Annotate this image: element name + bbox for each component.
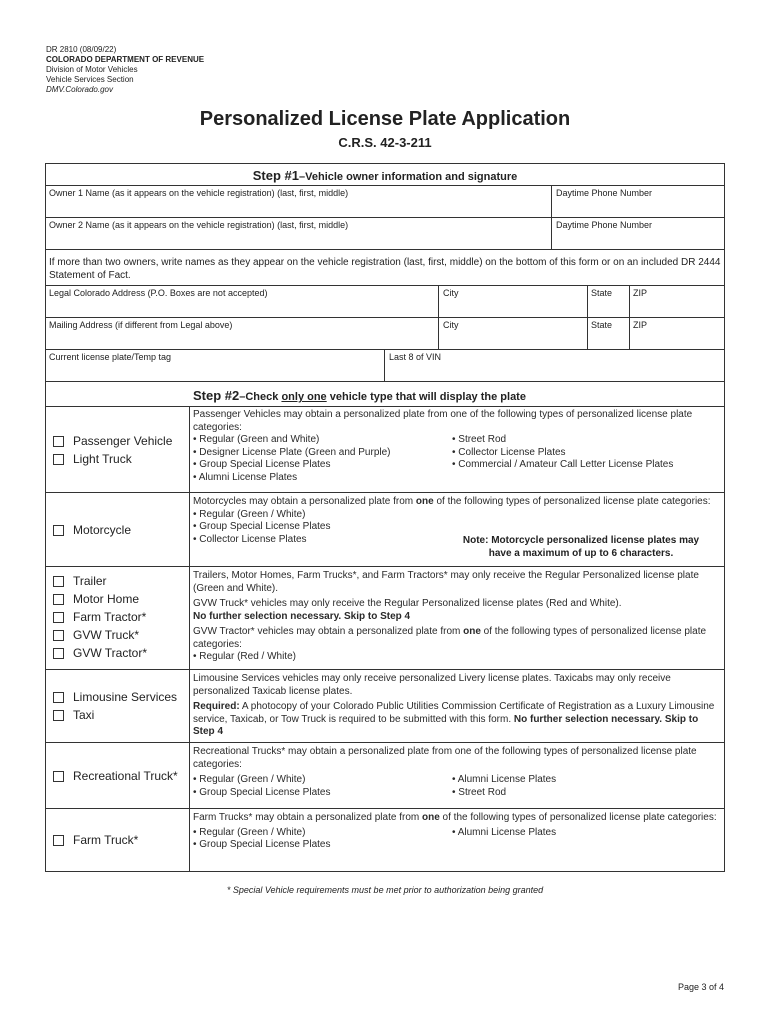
list-item: • Collector License Plates	[193, 533, 307, 545]
list-item: • Group Special License Plates	[193, 459, 331, 470]
motorcycle-description: Motorcycles may obtain a personalized plate from one of the following types of personalized license plate categories: • Regular (Green / White) • Group Special License Plates • Collector License Plates	[193, 496, 721, 546]
trailer-description: Trailers, Motor Homes, Farm Trucks*, and Farm Tractors* may only receive the Regular Personalized license plate (Green and White). GVW Truck* vehicles may only receive the Regular Personalized license plates (Red and White). No further selection necessary. Skip to Step 4 GVW Tractor* vehicles may obtain a personalized plate from one of the following types of personalized license plate categories: • Regular (Red / White)	[193, 570, 721, 664]
checkbox-icon[interactable]	[53, 576, 64, 587]
list-item: • Group Special License Plates	[193, 521, 331, 532]
checkbox-icon[interactable]	[53, 594, 64, 605]
motorcycle-types	[53, 521, 131, 539]
farm-truck-types	[53, 831, 138, 849]
list-item: • Collector License Plates	[452, 446, 566, 458]
trailer-checkbox[interactable]: Trailer	[53, 572, 147, 590]
divider	[45, 742, 725, 743]
trailer-types	[53, 572, 147, 662]
checkbox-icon[interactable]	[53, 710, 64, 721]
limousine-types	[53, 688, 177, 724]
limousine-services-checkbox[interactable]: Limousine Services	[53, 688, 177, 706]
section-name: Vehicle Services Section	[46, 75, 134, 84]
gvw-tractor-checkbox[interactable]: GVW Tractor*	[53, 644, 147, 662]
mailing-state-field[interactable]: State	[591, 320, 613, 330]
list-item: • Regular (Green / White)	[193, 508, 306, 520]
light-truck-checkbox[interactable]: Light Truck	[53, 450, 172, 468]
form-header	[46, 45, 204, 95]
mailing-city-field[interactable]: City	[443, 320, 459, 330]
page-number: Page 3 of 4	[677, 982, 724, 992]
form-id: DR 2810 (08/09/22)	[46, 45, 117, 54]
list-item: • Designer License Plate (Green and Purple)	[193, 446, 391, 458]
step1-heading: Step #1–Vehicle owner information and signature	[252, 168, 518, 183]
owner2-phone-field[interactable]: Daytime Phone Number	[556, 220, 653, 230]
list-item: • Street Rod	[452, 786, 507, 798]
farm-tractor-checkbox[interactable]: Farm Tractor*	[53, 608, 147, 626]
motor-home-checkbox[interactable]: Motor Home	[53, 590, 147, 608]
divider	[45, 566, 725, 567]
divider	[45, 185, 725, 186]
list-item: • Regular (Green / White)	[193, 774, 306, 785]
list-item: • Street Rod	[452, 434, 507, 445]
checkbox-icon[interactable]	[53, 454, 64, 465]
website: DMV.Colorado.gov	[46, 85, 113, 94]
legal-state-field[interactable]: State	[591, 288, 613, 298]
list-item: • Regular (Red / White)	[193, 651, 296, 662]
checkbox-icon[interactable]	[53, 692, 64, 703]
limousine-description: Limousine Services vehicles may only receive personalized Livery license plates. Taxicabs may only receive personalized Taxicab license plates. Required: A photocopy of your Colorado Public Utilities Commission Certificate of Registration as a Luxury Limousine service, Taxicab, or Tow Truck is required to be submitted with this form. No further selection necessary. Skip to Step 4	[193, 673, 715, 737]
motorcycle-note: Note: Motorcycle personalized license plates may have a maximum of up to 6 characters.	[462, 535, 700, 559]
gvw-truck-checkbox[interactable]: GVW Truck*	[53, 626, 147, 644]
list-item: • Regular (Green and White)	[193, 434, 320, 445]
motorcycle-checkbox[interactable]: Motorcycle	[53, 521, 131, 539]
owner1-name-field[interactable]: Owner 1 Name (as it appears on the vehicle registration) (last, first, middle)	[49, 188, 349, 198]
list-item: • Group Special License Plates	[193, 786, 331, 798]
legal-address-field[interactable]: Legal Colorado Address (P.O. Boxes are not accepted)	[49, 288, 268, 298]
checkbox-icon[interactable]	[53, 612, 64, 623]
divider	[629, 285, 630, 349]
divider	[45, 249, 725, 250]
vin-field[interactable]: Last 8 of VIN	[389, 352, 442, 362]
department-name: COLORADO DEPARTMENT OF REVENUE	[46, 55, 205, 64]
additional-owners-note[interactable]: If more than two owners, write names as they appear on the vehicle registration (last, first, middle) on the bottom of this form or on an included DR 2444 Statement of Fact.	[49, 257, 721, 281]
passenger-types	[53, 432, 172, 468]
taxi-checkbox[interactable]: Taxi	[53, 706, 177, 724]
divider	[384, 349, 385, 381]
division-name: Division of Motor Vehicles	[46, 65, 138, 74]
divider	[587, 285, 588, 349]
list-item: • Group Special License Plates	[193, 839, 331, 850]
list-item: • Alumni License Plates	[452, 826, 557, 838]
divider	[45, 406, 725, 407]
divider	[45, 808, 725, 809]
divider	[45, 349, 725, 350]
footnote: * Special Vehicle requirements must be met prior to authorization being granted	[226, 885, 544, 895]
divider	[551, 185, 552, 249]
list-item: • Alumni License Plates	[193, 471, 298, 483]
divider	[45, 669, 725, 670]
statute-reference: C.R.S. 42-3-211	[338, 135, 432, 150]
current-plate-field[interactable]: Current license plate/Temp tag	[49, 352, 172, 362]
divider	[45, 285, 725, 286]
divider	[45, 381, 725, 382]
checkbox-icon[interactable]	[53, 436, 64, 447]
list-item: • Alumni License Plates	[452, 774, 557, 785]
page-title: Personalized License Plate Application	[199, 108, 571, 130]
checkbox-icon[interactable]	[53, 630, 64, 641]
checkbox-icon[interactable]	[53, 835, 64, 846]
checkbox-icon[interactable]	[53, 771, 64, 782]
mailing-zip-field[interactable]: ZIP	[633, 320, 648, 330]
owner1-phone-field[interactable]: Daytime Phone Number	[556, 188, 653, 198]
divider	[189, 406, 190, 872]
divider	[45, 492, 725, 493]
divider	[45, 217, 725, 218]
passenger-vehicle-checkbox[interactable]: Passenger Vehicle	[53, 432, 172, 450]
recreational-types	[53, 767, 178, 785]
recreational-description: Recreational Trucks* may obtain a personalized plate from one of the following types of personalized license plate categories: • Regular (Green / White) • Group Special License Plates • Alumni License Plates • Street Rod	[193, 746, 721, 799]
list-item: • Regular (Green / White)	[193, 826, 306, 838]
legal-zip-field[interactable]: ZIP	[633, 288, 648, 298]
checkbox-icon[interactable]	[53, 525, 64, 536]
passenger-description: Passenger Vehicles may obtain a personalized plate from one of the following types of personalized license plate categories: • Regular (Green and White) • Designer License Plate (Green and Purple) • Group Special License Plates • Alumni License Plates • Street Rod • Collector License Plates • Commercial / Amateur Call Letter License Plates	[193, 409, 721, 484]
owner2-name-field[interactable]: Owner 2 Name (as it appears on the vehicle registration) (last, first, middle)	[49, 220, 349, 230]
divider	[45, 317, 725, 318]
mailing-address-field[interactable]: Mailing Address (if different from Legal above)	[49, 320, 233, 330]
divider	[438, 285, 439, 349]
list-item: • Commercial / Amateur Call Letter License Plates	[452, 459, 674, 470]
checkbox-icon[interactable]	[53, 648, 64, 659]
legal-city-field[interactable]: City	[443, 288, 459, 298]
step2-heading: Step #2–Check only one vehicle type that will display the plate	[193, 388, 526, 403]
recreational-truck-checkbox[interactable]: Recreational Truck*	[53, 767, 178, 785]
farm-truck-checkbox[interactable]: Farm Truck*	[53, 831, 138, 849]
farm-truck-description: Farm Trucks* may obtain a personalized plate from one of the following types of personalized license plate categories: • Regular (Green / White) • Group Special License Plates • Alumni License Plates	[193, 812, 721, 852]
